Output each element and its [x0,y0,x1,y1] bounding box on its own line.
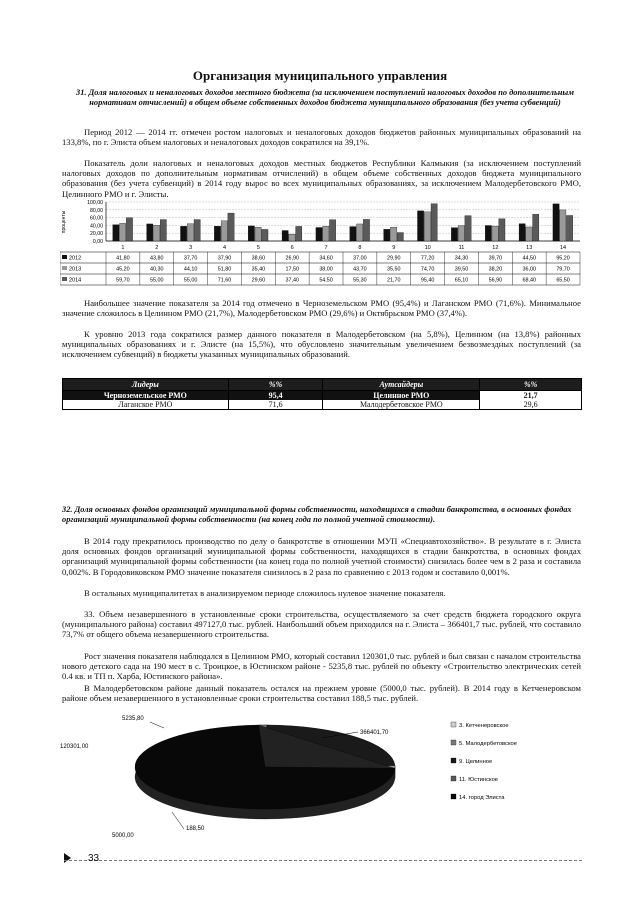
data-label: 41,80 [116,255,130,262]
y-axis-label: проценты [61,210,67,234]
x-tick-label: 14 [560,245,567,251]
data-label: 34,30 [454,255,469,262]
x-tick-label: 12 [492,245,499,251]
bar-2014-7 [329,220,335,241]
legend-swatch [451,740,456,745]
data-label: 36,00 [522,266,536,273]
data-label: 55,30 [353,277,367,284]
footer-arrow-icon [64,853,71,863]
data-label: 38,60 [251,255,266,262]
table-row [63,391,582,401]
section-31-paragraph-2: Показатель доли налоговых и неналоговых доходов местных бюджетов Республики Калмыкия (за исключением поступлений налоговых доходов по дополнительным нормативам отчислений) в общем объеме собственных доходов бюджета муниципального образования (без учета субвенций) в 2014 году вырос во всех муниципальных образованиях, за исключением Малодербетовского РМО, Целинного РМО и г. Элисты. [62,158,581,199]
legend-swatch [451,794,456,799]
data-label: 77,20 [420,255,435,262]
data-label: 95,20 [556,255,570,262]
data-label: 39,50 [454,266,469,273]
bar-2012-4 [214,226,220,241]
data-label: 79,70 [556,266,570,273]
table-cell: Лаганское РМО [63,400,229,410]
bar-2014-3 [194,220,200,241]
bar-2012-3 [180,226,186,241]
bar-2012-9 [384,229,390,241]
data-label: 21,70 [387,277,401,284]
data-label: 34,60 [319,255,333,262]
x-tick-label: 5 [256,245,260,251]
data-label: 68,40 [522,277,536,284]
y-tick-label: 80,00 [90,207,103,214]
data-label: 38,00 [319,266,333,273]
bar-2014-11 [465,216,471,241]
legend-swatch-2013 [62,266,67,270]
bar-2014-8 [363,219,369,241]
legend-label: 14. город Элиста [459,795,505,801]
table-cell: 21,7 [480,391,582,401]
bar-2013-8 [357,224,363,241]
bar-2012-8 [350,227,356,241]
data-label: 35,50 [387,266,401,273]
table-cell: Целинное РМО [323,391,480,401]
table-cell: Малодербетовское РМО [323,400,480,410]
data-label: 17,50 [285,266,299,273]
data-label: 65,50 [556,277,570,284]
x-tick-label: 13 [526,245,533,251]
section-31-paragraph-1: Период 2012 — 2014 гг. отмечен ростом налоговых и неналоговых доходов бюджетов районных муниципальных образований на 133,8%, по г. Элиста объем налоговых и неналоговых доходов сократился на 39,1%. [62,127,581,148]
section-33-paragraph-2: Рост значения показателя наблюдался в Целинном РМО, который составил 120301,0 тыс. рублей и был связан с началом строительства нового детского сада на 190 мест в с. Троицкое, в Юстинском районе - 5235,8 тыс. рублей по объекту «Строительство электрических сетей 0.4 кв. и ТП п. Харба, Юстинского района». [62,651,581,682]
legend-label: 2013 [69,266,82,273]
section-31-paragraph-3: Наибольшее значение показателя за 2014 год отмечено в Черноземельском РМО (95,4%) и Лаганском РМО (71,6%). Минимальное значение сложилось в Целинном РМО (21,7%), Малодербетовском РМО (29,6%) и Октябрьском РМО (37,4%). [62,298,581,319]
pie-value-label: 5000,00 [112,833,134,839]
legend-swatch [451,722,456,727]
data-label: 54,50 [319,277,333,284]
pie-value-label: 120301,00 [60,744,89,750]
section-31-paragraph-4: К уровню 2013 года сократился размер данного показателя в Малодербетовском (на 5,8%), Целинном (на 13,8%) районных муниципальных образованиях и г. Элисте (на 15,5%), что обусловлено значительным увеличением безвозмездных поступлений (за исключением субвенций) в бюджеты указанных муниципальных образований. [62,329,581,360]
data-label: 55,00 [183,277,198,284]
bar-2014-4 [228,213,234,241]
data-label: 95,40 [420,277,435,284]
pie-value-label: 188,50 [186,826,205,832]
data-label: 71,60 [217,277,232,284]
leader-line [172,812,184,829]
y-tick-label: 60,00 [90,215,103,222]
data-label: 74,70 [420,266,435,273]
bar-2014-12 [499,219,505,241]
y-tick-label: 100,00 [87,200,103,206]
x-tick-label: 8 [358,245,362,251]
table-header-percent: %% [228,379,323,391]
table-cell: 71,6 [228,400,323,410]
bar-2014-13 [533,214,539,241]
x-tick-label: 6 [290,245,294,251]
y-tick-label: 40,00 [90,223,103,230]
bar-2014-1 [126,218,132,241]
bar-2013-1 [120,223,126,241]
footer-divider [64,860,582,861]
data-label: 26,90 [285,255,299,262]
bar-2013-11 [458,226,464,241]
data-label: 65,10 [454,277,469,284]
data-label: 51,80 [217,266,232,273]
page-number: 33 [88,853,100,864]
legend-label: 11. Юстинское [459,777,499,783]
data-label: 56,90 [488,277,503,284]
legend-label: 2012 [69,255,82,262]
bar-2012-6 [282,231,288,241]
bar-2013-6 [289,234,295,241]
table-header-outsiders: Аутсайдеры [323,379,480,391]
bar-2012-14 [553,204,559,241]
legend-label: 5. Малодербетовское [459,741,517,747]
data-label: 45,20 [116,266,130,273]
bar-2014-6 [296,226,302,241]
data-label: 40,30 [150,266,164,273]
x-tick-label: 11 [458,245,465,251]
data-label: 29,60 [251,277,266,284]
table-cell: Черноземельское РМО [63,391,229,401]
legend-label: 9. Целинное [459,759,493,765]
data-label: 38,20 [488,266,503,273]
data-label: 59,70 [116,277,130,284]
bar-2012-2 [147,224,153,241]
data-label: 37,90 [217,255,232,262]
bar-2013-2 [153,225,159,241]
table-header-percent: %% [480,379,582,391]
x-tick-label: 3 [189,245,193,251]
bar-2013-13 [526,227,532,241]
x-tick-label: 10 [424,245,431,251]
bar-2014-14 [566,215,572,241]
bar-2012-5 [248,226,254,241]
data-label: 39,70 [488,255,503,262]
bar-2012-7 [316,228,322,241]
table-cell: 95,4 [228,391,323,401]
table-header-leaders: Лидеры [63,379,229,391]
table-row [63,400,582,410]
section-33-paragraph-3: В Малодербетовском районе данный показатель остался на прежнем уровне (5000,0 тыс. рублей). В 2014 году в Кетченеровском районе объем незавершенного в установленные сроки строительства составил 188,5 тыс. рублей. [62,683,581,704]
x-tick-label: 4 [222,245,227,251]
bar-2013-14 [560,210,566,241]
data-label: 37,00 [353,255,367,262]
data-label: 43,80 [150,255,164,262]
bar-2013-3 [187,224,193,241]
section-33-paragraph-1: 33. Объем незавершенного в установленные сроки строительства, осуществляемого за счет средств бюджета городского округа (муниципального района) составил 497127,0 тыс. рублей. Наибольший объем приходился на г. Элиста – 366401,7 тыс. рублей, что составило 73,7% от общего объема незавершенного строительства. [62,609,581,640]
data-label: 29,90 [387,255,401,262]
bar-2013-7 [323,226,329,241]
legend-swatch [451,758,456,763]
bar-2013-5 [255,227,261,241]
legend-label: 3. Кетченеровское [459,723,509,729]
bar-2012-11 [451,228,457,241]
bar-2012-12 [485,226,491,241]
bar-2014-9 [397,233,403,241]
page-title: Организация муниципального управления [192,68,448,83]
x-tick-label: 9 [392,245,396,251]
data-label: 37,40 [285,277,299,284]
pie-chart [60,712,600,847]
data-label: 43,70 [353,266,367,273]
section-32-paragraph-2: В остальных муниципалитетах в анализируемом периоде сложилось нулевое значение показателя. [84,588,446,598]
bar-2014-2 [160,220,166,241]
legend-swatch-2014 [62,277,67,281]
legend-label: 2014 [69,277,82,284]
bar-2012-10 [417,211,423,241]
y-tick-label: 0,00 [92,239,103,245]
x-tick-label: 1 [121,245,125,251]
bar-2013-4 [221,221,227,241]
x-tick-label: 2 [155,245,159,251]
bar-2014-5 [262,229,268,241]
table-cell: 29,6 [480,400,582,410]
y-tick-label: 20,00 [90,231,103,238]
data-label: 44,10 [183,266,198,273]
leaders-outsiders-table [62,378,582,410]
section-32-heading: 32. Доля основных фондов организаций муниципальной формы собственности, находящихся в стадии банкротства, в основных фондах организаций муниципальной формы собственности (на конец года по полной учетной стоимости). [62,505,572,524]
x-tick-label: 7 [324,245,328,251]
data-label: 44,50 [522,255,536,262]
pie-value-label: 5235,80 [122,716,144,722]
bar-2013-10 [424,212,430,241]
pie-value-label: 366401,70 [360,730,389,736]
data-label: 37,70 [183,255,198,262]
bar-chart [60,198,584,296]
bar-2013-9 [390,227,396,241]
bar-2014-10 [431,204,437,241]
bar-2012-1 [113,225,119,241]
section-31-heading: 31. Доля налоговых и неналоговых доходов местного бюджета (за исключением поступлений налоговых доходов по дополнительным нормативам отчислений) в общем объеме собственных доходов бюджета муниципального образования (без учета субвенций) [76,88,574,107]
data-label: 35,40 [251,266,266,273]
legend-swatch [451,776,456,781]
bar-2013-12 [492,226,498,241]
bar-2012-13 [519,224,525,241]
section-32-paragraph-1: В 2014 году прекратилось производство по делу о банкротстве в отношении МУП «Специавтохозяйство». В результате в г. Элиста доля основных фондов организаций муниципальной формы собственности, находящихся в стадии банкротства, в основных фондах организаций муниципальной формы собственности (на конец года по полной учетной стоимости) снизилась более чем в 2 раза и составила 0,002%. В Городовиковском РМО значение показателя снизилось в 2 раза по сравнению с 2013 годом и составило 0,001%. [62,536,581,577]
leader-line [150,722,164,728]
data-label: 55,00 [150,277,164,284]
legend-swatch-2012 [62,255,67,259]
